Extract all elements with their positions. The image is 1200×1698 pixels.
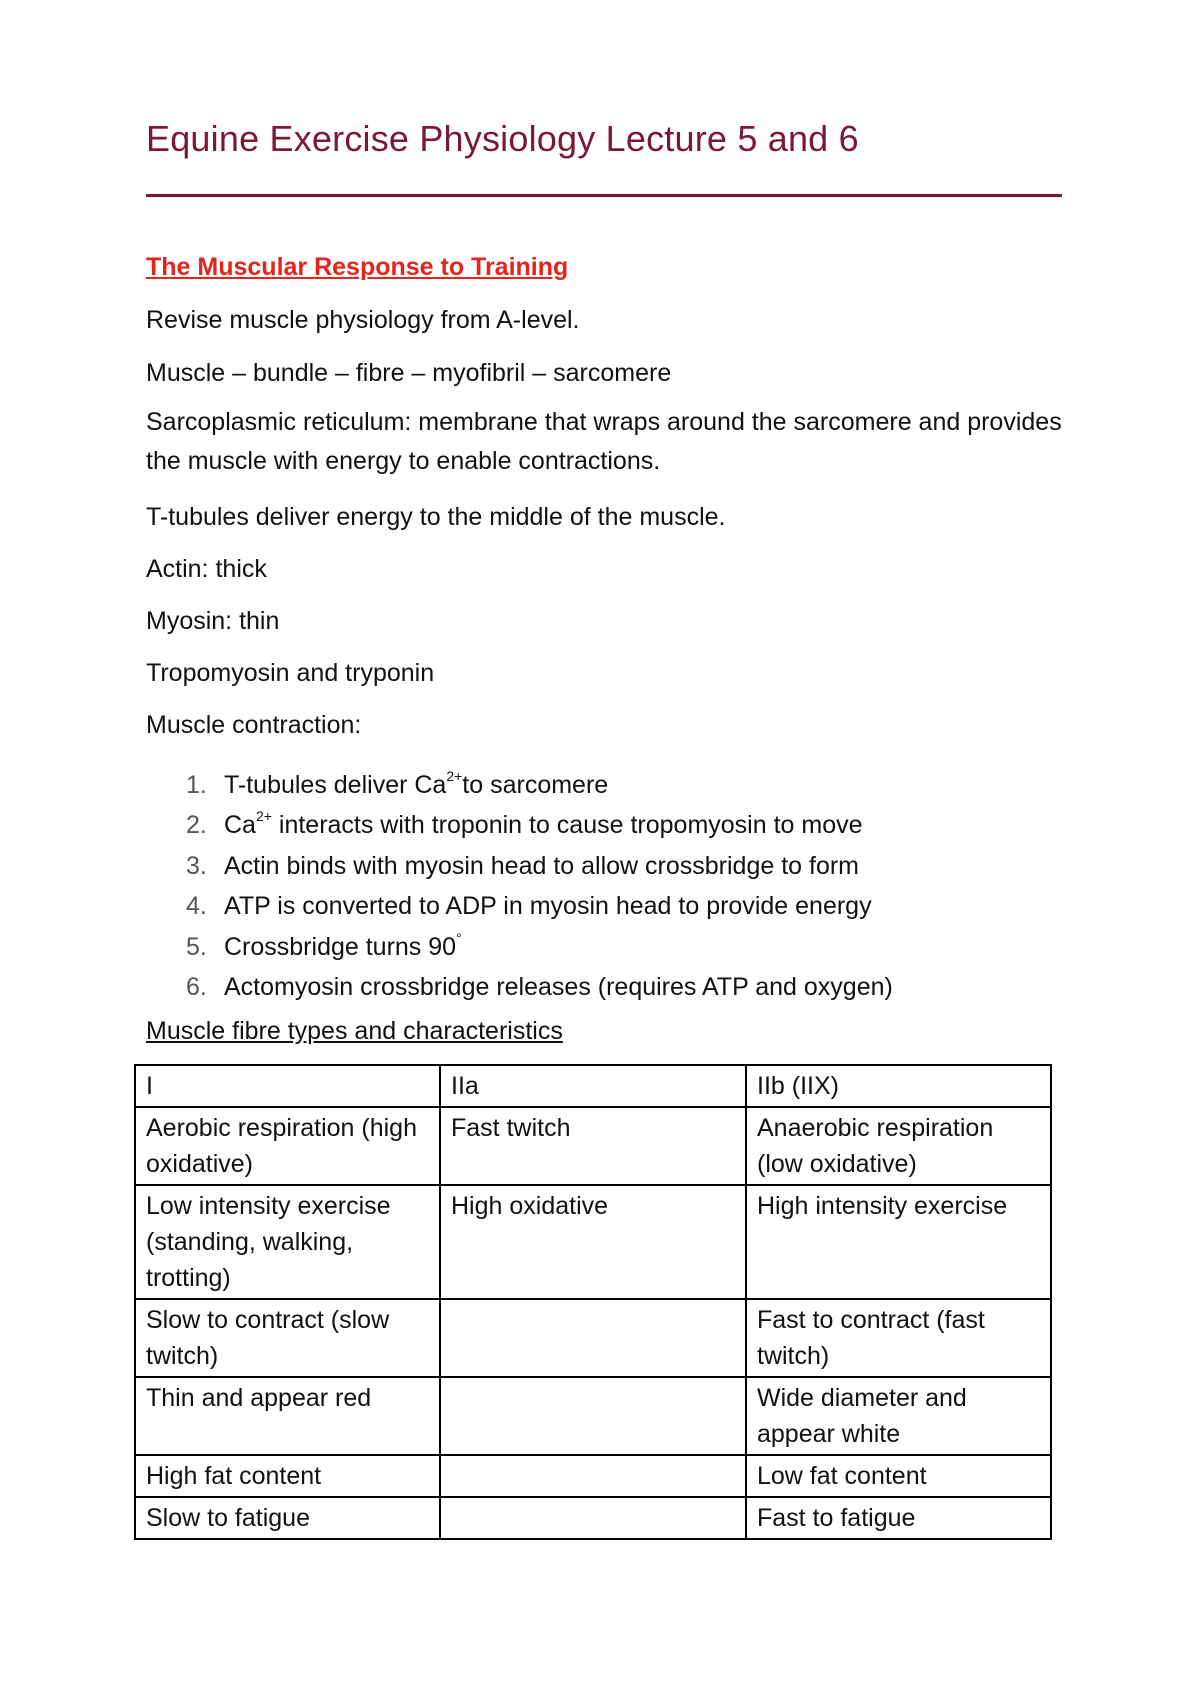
step-text: Ca <box>224 811 256 840</box>
paragraph-revise: Revise muscle physiology from A-level. <box>146 306 580 334</box>
title-divider <box>146 194 1062 197</box>
table-row <box>135 1107 1051 1185</box>
list-item <box>146 846 893 886</box>
table-cell: Wide diameter and appear white <box>746 1377 1051 1455</box>
table-row <box>135 1497 1051 1539</box>
superscript: 2+ <box>446 768 463 784</box>
header-cell-type-i: I <box>135 1065 440 1107</box>
list-number: 6. <box>186 972 207 1001</box>
paragraph-myosin: Myosin: thin <box>146 607 280 635</box>
table-cell <box>440 1299 746 1377</box>
section-heading: The Muscular Response to Training <box>146 253 569 281</box>
paragraph-sarcoplasmic: Sarcoplasmic reticulum: membrane that wraps around the sarcomere and provides the muscle with energy to enable contractions. <box>146 408 1062 475</box>
list-item <box>146 927 893 967</box>
table-header-row <box>135 1065 1051 1107</box>
table-cell: Fast to contract (fast twitch) <box>746 1299 1051 1377</box>
table-cell: Fast to fatigue <box>746 1497 1051 1539</box>
table-row <box>135 1377 1051 1455</box>
header-cell-type-iia: IIa <box>440 1065 746 1107</box>
table-cell: Fast twitch <box>440 1107 746 1185</box>
table-cell: Low intensity exercise (standing, walking, trotting) <box>135 1185 440 1299</box>
step-text-end: interacts with troponin to cause tropomyosin to move <box>271 811 863 840</box>
table-cell: Low fat content <box>746 1455 1051 1497</box>
table-cell <box>440 1455 746 1497</box>
paragraph-tropomyosin: Tropomyosin and tryponin <box>146 659 435 687</box>
list-item <box>146 967 893 1007</box>
table-cell: Slow to contract (slow twitch) <box>135 1299 440 1377</box>
table-cell: High fat content <box>135 1455 440 1497</box>
list-item <box>146 886 893 926</box>
table-cell <box>440 1377 746 1455</box>
step-text-end: to sarcomere <box>462 771 609 799</box>
list-item <box>146 805 893 845</box>
paragraph-t-tubules: T-tubules deliver energy to the middle of the muscle. <box>146 503 726 531</box>
contraction-steps-list <box>146 765 893 1007</box>
table-row <box>135 1185 1051 1299</box>
table-row <box>135 1299 1051 1377</box>
step-text: Actomyosin crossbridge releases (requires ATP and oxygen) <box>224 972 893 1001</box>
table-cell: Anaerobic respiration (low oxidative) <box>746 1107 1051 1185</box>
step-text: ATP is converted to ADP in myosin head to provide energy <box>224 892 872 921</box>
paragraph-contraction: Muscle contraction: <box>146 711 362 739</box>
table-cell <box>440 1497 746 1539</box>
fibre-types-table <box>134 1064 1052 1540</box>
paragraph-actin: Actin: thick <box>146 555 267 583</box>
superscript: 2+ <box>255 808 272 825</box>
list-number: 3. <box>186 851 207 880</box>
step-text: Crossbridge turns 90 <box>224 932 457 961</box>
table-cell: High oxidative <box>440 1185 746 1299</box>
header-cell-type-iib: IIb (IIX) <box>746 1065 1051 1107</box>
list-number: 5. <box>186 932 207 961</box>
table-row <box>135 1455 1051 1497</box>
list-item <box>146 765 893 805</box>
paragraph-hierarchy: Muscle – bundle – fibre – myofibril – sarcomere <box>146 359 672 387</box>
table-caption: Muscle fibre types and characteristics <box>146 1017 563 1045</box>
document-title: Equine Exercise Physiology Lecture 5 and 6 <box>146 118 859 159</box>
list-number: 1. <box>186 771 207 799</box>
table-cell: Aerobic respiration (high oxidative) <box>135 1107 440 1185</box>
degree-superscript: ° <box>456 929 462 946</box>
table-cell: Slow to fatigue <box>135 1497 440 1539</box>
list-number: 2. <box>186 811 207 840</box>
step-text: Actin binds with myosin head to allow crossbridge to form <box>224 851 860 880</box>
list-number: 4. <box>186 892 207 921</box>
step-text: T-tubules deliver Ca <box>224 771 447 799</box>
table-cell: High intensity exercise <box>746 1185 1051 1299</box>
table-cell: Thin and appear red <box>135 1377 440 1455</box>
